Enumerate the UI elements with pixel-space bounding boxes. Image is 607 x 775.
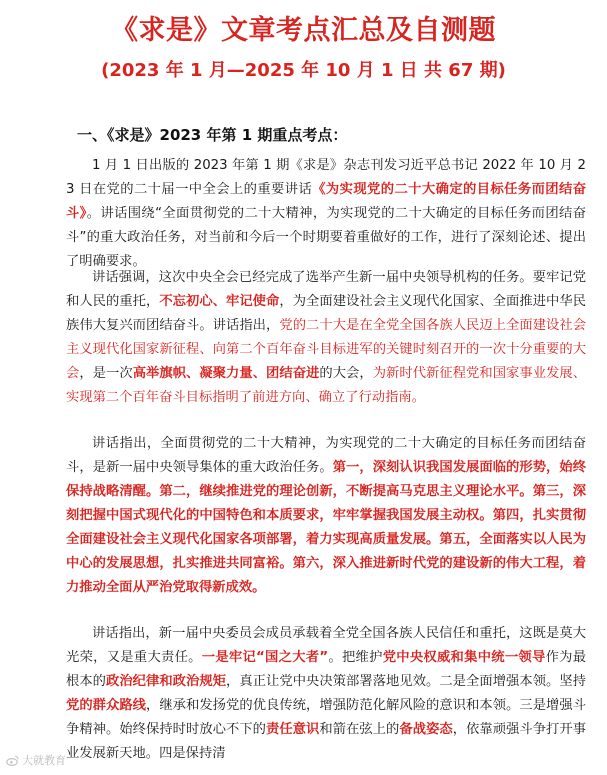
document-title: 《求是》文章考点汇总及自测题 [111, 15, 496, 46]
p4-highlight: 责任意识 [266, 722, 320, 737]
p4-text: 和箭在弦上的 [319, 722, 400, 737]
p1-text: 1 月 1 日出版的 2023 年第 1 期《求是》杂志刊发习近平总书记 2022 年 10 月 23 日在党的二十届一中全会上的重要讲话 [66, 158, 586, 197]
watermark-text: 大就教育 [22, 754, 66, 767]
p2-highlight: 高举旗帜、凝聚力量、团结奋进 [132, 366, 320, 381]
p2-highlight: 不忘初心、牢记使命 [159, 294, 280, 309]
p4-text: 作为最根本的 [66, 650, 587, 689]
p4-highlight: 党的群众路线 [66, 698, 147, 713]
section-heading: 一、《求是》2023 年第 1 期重点考点： [77, 126, 348, 144]
p2-text: 讲话强调，这次中央全会已经完成了选举产生新一届中央领导机构的任务。要牢记党和人民的重托， [66, 270, 586, 309]
p3-text: 讲话指出，全面贯彻党的二十大精神，为实现党的二十大确定的目标任务而团结奋斗，是新一届中央领导集体的重大政治任务。 [66, 436, 586, 475]
p4-highlight: 政治纪律和政治规矩 [106, 674, 227, 689]
p1-speech-title: 《为实现党的二十大确定的目标任务而团结奋斗》 [66, 182, 587, 221]
p4-text: ，继承和发扬党的优良传统，增强防范化解风险的意识和本领。三是增强斗争精神。始终保持时时放心不下的 [66, 698, 587, 737]
p2-text: 的大会， [319, 366, 373, 381]
document-subtitle: (2023 年 1 月—2025 年 10 月 1 日 共 67 期) [101, 60, 506, 81]
p4-highlight: 党中央权威和集中统一领导 [382, 650, 546, 665]
p1-text: 。讲话围绕“全面贯彻党的二十大精神，为实现党的二十大确定的目标任务而团结奋斗”的重大政治任务，对当前和今后一个时期要着重做好的工作，进行了深刻论述、提出了明确要求。 [66, 206, 587, 269]
p4-text: 。把维护 [328, 650, 383, 665]
paragraph-2 [66, 266, 586, 410]
p4-highlight: 一是牢记“国之大者” [201, 650, 329, 665]
p4-text: ，真正让党中央决策部署落地见效。二是全面增强本领。坚持 [226, 674, 587, 689]
paragraph-1 [66, 154, 586, 274]
p2-highlight: 为新时代新征程党和国家事业发展、实现第二个百年奋斗目标指明了前进方向、确立了行动指南。 [66, 366, 587, 405]
p2-text: ，为全面建设社会主义现代化国家、全面推进中华民族伟大复兴而团结奋斗。讲话指出， [66, 294, 587, 333]
p2-highlight: 党的二十大是在全党全国各族人民迈上全面建设社会主义现代化国家新征程、向第二个百年奋斗目标进军的关键时刻召开的一次十分重要的大会 [66, 318, 587, 381]
paragraph-3 [66, 432, 586, 600]
weibo-icon [6, 755, 19, 766]
p4-text: ，依靠顽强斗争打开事业发展新天地。四是保持清 [66, 722, 587, 761]
p4-text: 讲话指出，新一届中央委员会成员承载着全党全国各族人民信任和重托，这既是莫大光荣，又是重大责任。 [66, 626, 586, 665]
paragraph-4 [66, 622, 586, 766]
p3-highlight: 第一，深刻认识我国发展面临的形势，始终保持战略清醒。第二，继续推进党的理论创新，不断提高马克思主义理论水平。第三，深刻把握中国式现代化的中国特色和本质要求，牢牢掌握我国发展主动权。第四，扎实贯彻全面建设社会主义现代化国家各项部署，着力实现高质量发展。第五，全面落实以人民为中心的发展思想，扎实推进共同富裕。第六，深入推进新时代党的建设新的伟大工程，着力推动全面从严治党取得新成效。 [66, 460, 587, 595]
watermark [6, 752, 66, 768]
p4-highlight: 备战姿态 [399, 722, 453, 737]
p2-text: ，是一次 [79, 366, 133, 381]
